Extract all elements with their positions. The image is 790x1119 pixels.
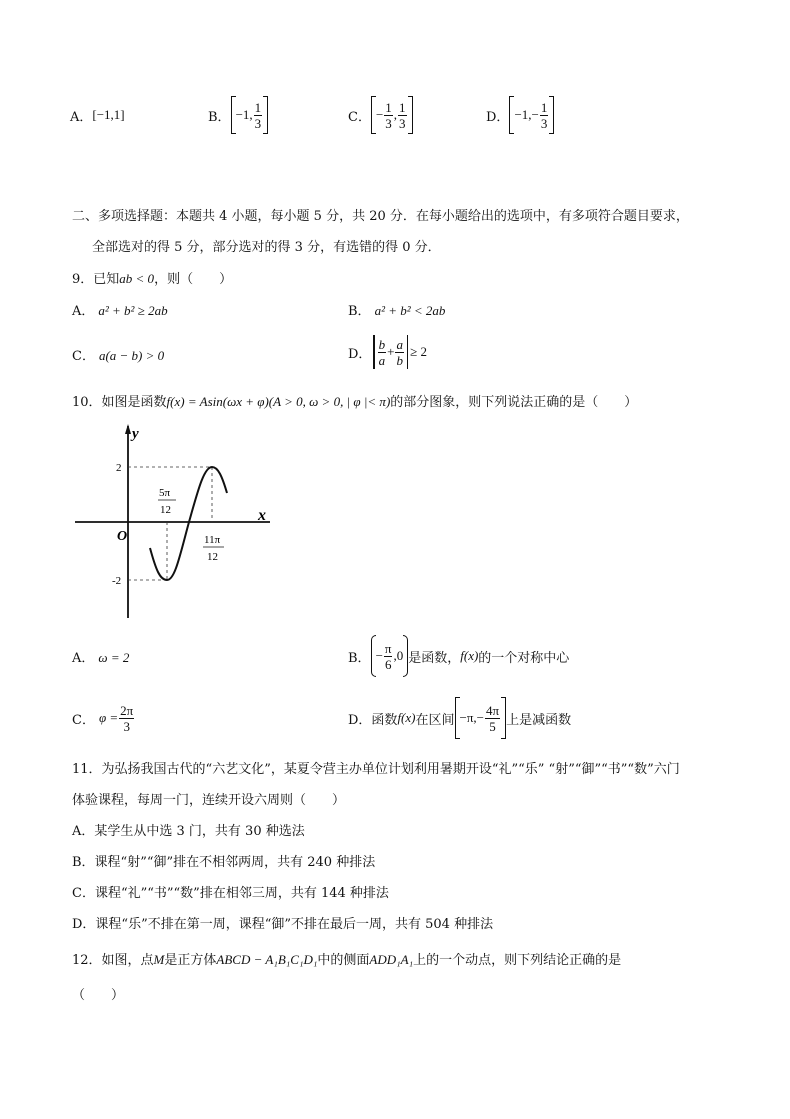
math-expression: ω = 2 [98, 650, 130, 665]
x2-numerator: 11π [204, 534, 221, 546]
math-expression: a² + b² ≥ 2ab [98, 303, 168, 318]
sine-curve [150, 467, 227, 580]
fraction: $\frac{4\pi}{5}$ [485, 702, 500, 734]
math-expression: f(x) = Asin(ωx + φ)(A > 0, ω > 0, | φ |< π) [166, 394, 391, 409]
abs-bar [407, 335, 408, 369]
math-expression: ABCD − A₁B₁C₁D₁ [216, 952, 318, 967]
q11-option-d: D．课程“乐”不排在第一周，课程“御”不排在最后一周，共有 504 种排法 [72, 917, 494, 932]
abs-bar [373, 335, 374, 369]
option-label: D． [486, 109, 510, 125]
math-expression: f(x) [460, 648, 479, 663]
x1-denominator: 12 [160, 504, 171, 516]
q11-stem-line1: 11．为弘扬我国古代的“六艺文化”，某夏令营主办单位计划利用暑期开设“礼”“乐” “射”“御”“书”“数”六门 [72, 762, 680, 777]
math-expression: ADD₁A₁ [369, 952, 414, 967]
option-label: B． [208, 109, 231, 125]
math-expression: ab < 0 [119, 271, 155, 286]
q8-option-a [70, 97, 125, 133]
q12-answer-paren: （ ） [72, 988, 125, 1003]
q11-option-c: C．课程“礼”“书”“数”排在相邻三周，共有 144 种排法 [72, 886, 389, 901]
q9-option-b: B． a² + b² < 2ab [348, 303, 446, 319]
q9-stem: 9．已知ab < 0，则（ ） [72, 271, 233, 287]
fraction: $\frac{b}{a}$ [378, 336, 386, 368]
fraction: $\frac{2\pi}{3}$ [120, 702, 134, 734]
q10-option-a: A． ω = 2 [72, 650, 130, 666]
q12-stem: 12．如图，点M是正方体ABCD − A₁B₁C₁D₁中的侧面ADD₁A₁上的一个动点，则下列结论正确的是 [72, 952, 622, 968]
fraction: $\frac{1}{3}$ [540, 99, 548, 131]
math-expression: a² + b² < 2ab [374, 303, 446, 318]
q10-option-c: C． φ = $\frac{2\pi}{3}$ [72, 702, 134, 734]
function-graph [70, 420, 280, 620]
fraction: $\frac{\pi}{6}$ [384, 640, 392, 672]
q8-option-c: C． − $\frac{1}{3}$ , $\frac{1}{3}$ [348, 95, 413, 135]
bracket-right [408, 96, 413, 134]
q10-option-d: D．函数 f(x) 在区间 −π,− $\frac{4\pi}{5}$ 上是减函数 [348, 696, 571, 740]
option-label: C． [348, 109, 371, 125]
fraction: $\frac{1}{3}$ [254, 99, 262, 131]
q9-option-c: C． a(a − b) > 0 [72, 348, 165, 364]
q9-option-a: A． a² + b² ≥ 2ab [72, 303, 168, 319]
math-expression: M [153, 952, 165, 967]
x1-numerator: 5π [159, 487, 171, 499]
option-label: A． [70, 109, 93, 125]
fraction: $\frac{a}{b}$ [396, 336, 403, 368]
q11-option-a: A．某学生从中选 3 门，共有 30 种选法 [72, 824, 305, 839]
section-heading: 二、多项选择题：本题共 4 小题，每小题 5 分，共 20 分．在每小题给出的选项中，有多项符合题目要求， [72, 209, 689, 224]
math-expression: f(x) [397, 710, 416, 725]
option-value: [−1,1] [92, 107, 125, 122]
q10-stem: 10．如图是函数f(x) = Asin(ωx + φ)(A > 0, ω > 0, | φ |< π)的部分图象，则下列说法正确的是（ ） [72, 394, 638, 410]
q10-option-b: B． − $\frac{\pi}{6}$ ,0 是函数， f(x) 的一个对称中心 [348, 634, 569, 678]
q9-option-d: D． $\frac{b}{a}$ + $\frac{a}{b}$ ≥ 2 [348, 336, 428, 368]
fraction: $\frac{1}{3}$ [399, 99, 406, 131]
option-value: −1, [235, 107, 253, 122]
y-axis-label: y [132, 426, 139, 442]
section-subheading: 全部选对的得 5 分，部分选对的得 3 分，有选错的得 0 分． [92, 240, 441, 255]
q11-option-b: B．课程“射”“御”排在不相邻两周，共有 240 种排法 [72, 855, 376, 870]
math-expression: a(a − b) > 0 [98, 348, 165, 363]
q8-option-b [208, 95, 268, 135]
x2-denominator: 12 [207, 551, 218, 563]
bracket-right [549, 96, 554, 134]
y-max-label: 2 [116, 462, 122, 474]
x-axis-label: x [258, 507, 266, 524]
fraction: $\frac{1}{3}$ [385, 99, 392, 131]
y-min-label: -2 [112, 575, 122, 587]
y-arrow [125, 424, 131, 434]
q11-stem-line2: 体验课程，每周一门，连续开设六周则（ ） [72, 793, 346, 808]
origin-label: O [117, 529, 128, 544]
q8-option-d: D． −1, − $\frac{1}{3}$ [486, 95, 554, 135]
bracket-right [263, 96, 268, 134]
